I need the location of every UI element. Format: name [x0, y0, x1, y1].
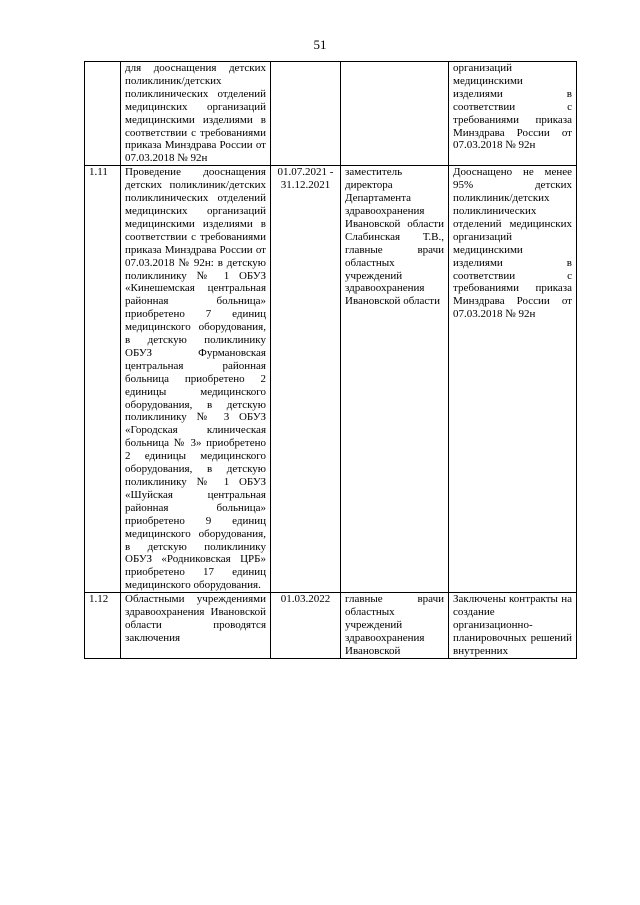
table-row	[85, 593, 577, 659]
dates-cell	[271, 62, 341, 166]
row-number-cell	[85, 62, 121, 166]
plan-table	[84, 61, 577, 659]
responsible-cell: заместитель директора Департамента здравоохранения Ивановской области Слабинская Т.В., главные врачи областных учреждений здравоохранения Ивановской области	[341, 166, 449, 593]
dates-cell: 01.07.2021 - 31.12.2021	[271, 166, 341, 593]
responsible-cell	[341, 62, 449, 166]
result-cell: Заключены контракты на создание организационно-планировочных решений внутренних	[449, 593, 577, 659]
page-number: 51	[313, 37, 327, 52]
responsible-cell: главные врачи областных учреждений здравоохранения Ивановской	[341, 593, 449, 659]
row-number-cell: 1.11	[85, 166, 121, 593]
table-row	[85, 166, 577, 593]
event-cell: Проведение дооснащения детских поликлиник/детских поликлинических отделений медицинских организаций медицинскими изделиями в соответствии с требованиями приказа Минздрава России от 07.03.2018 № 92н: в детскую поликлинику № 1 ОБУЗ «Кинешемская центральная районная больница» приобретено 7 единиц медицинского оборудования, в детскую поликлинику ОБУЗ Фурмановская центральная районная больница приобретено 2 единицы медицинского оборудования, в детскую поликлинику № 3 ОБУЗ «Городская клиническая больница № 3» приобретено 2 единицы медицинского оборудования, в детскую поликлинику № 1 ОБУЗ «Шуйская центральная районная больница» приобретено 9 единиц медицинского оборудования, в детскую поликлинику ОБУЗ «Родниковская ЦРБ» приобретено 17 единиц медицинского оборудования.	[121, 166, 271, 593]
row-number-cell: 1.12	[85, 593, 121, 659]
event-cell: Областными учреждениями здравоохранения Ивановской области проводятся заключения	[121, 593, 271, 659]
dates-cell: 01.03.2022	[271, 593, 341, 659]
result-cell: организаций медицинскими изделиями в соответствии с требованиями приказа Минздрава России от 07.03.2018 № 92н	[449, 62, 577, 166]
table-row	[85, 62, 577, 166]
event-cell: для дооснащения детских поликлиник/детских поликлинических отделений медицинских организаций медицинскими изделиями в соответствии с требованиями приказа Минздрава России от 07.03.2018 № 92н	[121, 62, 271, 166]
result-cell: Дооснащено не менее 95% детских поликлиник/детских поликлинических отделений медицинских организаций медицинскими изделиями в соответствии с требованиями приказа Минздрава России от 07.03.2018 № 92н	[449, 166, 577, 593]
